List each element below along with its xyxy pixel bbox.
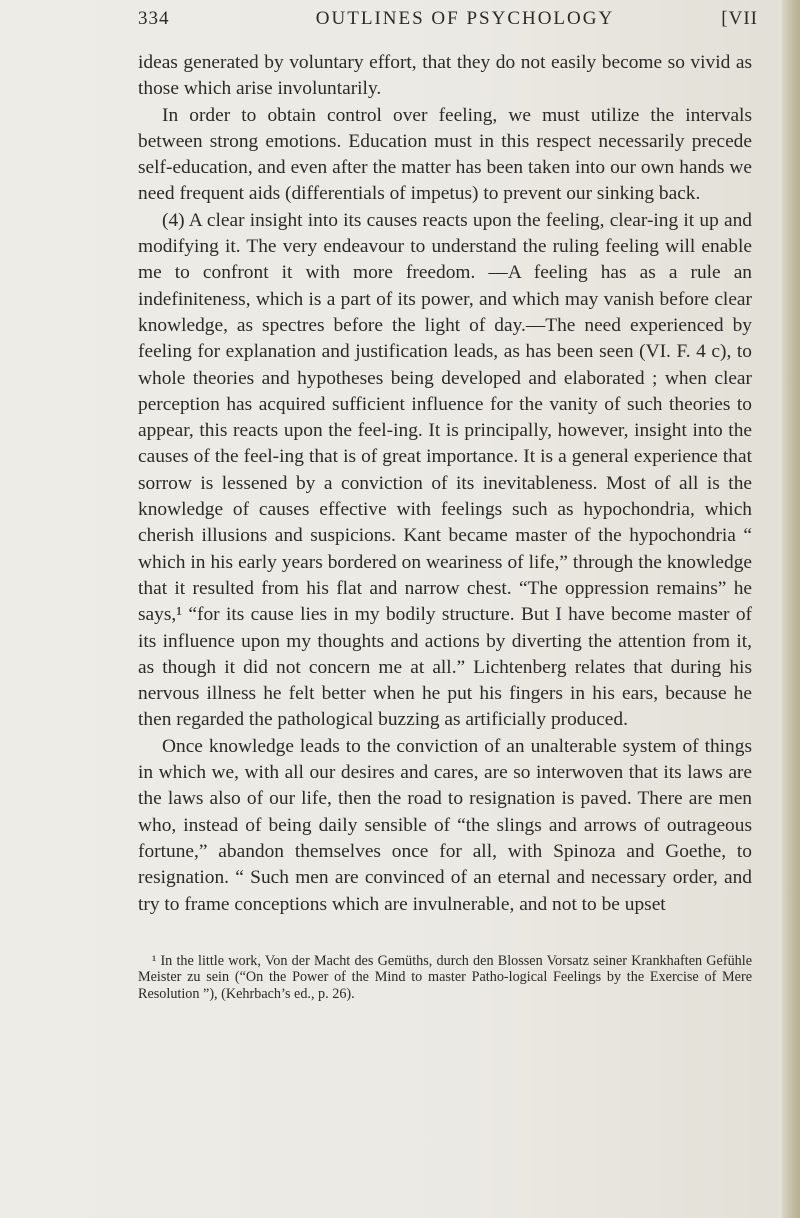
footnote: [138, 953, 752, 1002]
footnote-text: ¹ In the little work, Von der Macht des Gemüths, durch den Blossen Vorsatz seiner Krankhaften Gefühle Meister zu sein (“On the Power of the Mind to master Patho-logical Feelings by the Exercise of Mere Resolution ”), (Kehrbach’s ed., p. 26).: [138, 953, 752, 1002]
running-header: [138, 8, 758, 38]
paragraph-clear-insight: (4) A clear insight into its causes reacts upon the feeling, clear-ing it up and modifying it. The very endeavour to understand the ruling feeling will enable me to confront it with more freedom. —A feeling has as a rule an indefiniteness, which is a part of its power, and which may vanish before clear knowledge, as spectres before the light of day.—The need experienced by feeling for explanation and justification leads, as has been seen (VI. F. 4 c), to whole theories and hypotheses being developed and elaborated ; when clear perception has acquired sufficient influence for the vanity of such theories to appear, this reacts upon the feel-ing. It is principally, however, insight into the causes of the feel-ing that is of great importance. It is a general experience that sorrow is lessened by a conviction of its inevitableness. Most of all is the knowledge of causes effective with feelings such as hypochondria, which cherish illusions and suspicions. Kant became master of the hypochondria “ which in his early years bordered on weariness of life,” through the knowledge that it resulted from his flat and narrow chest. “The oppression remains” he says,¹ “for its cause lies in my bodily structure. But I have become master of its influence upon my thoughts and actions by diverting the attention from it, as though it did not concern me at all.” Lichtenberg relates that during his nervous illness he felt better when he put his fingers in his ears, because he then regarded the pathological buzzing as artificially produced.: [138, 209, 752, 731]
page-edge-shadow: [782, 0, 800, 1218]
body-text: [138, 50, 752, 918]
paragraph-resignation: Once knowledge leads to the conviction of an unalterable system of things in which we, with all our desires and cares, are so interwoven that its laws are the laws also of our life, then the road to resignation is paved. There are men who, instead of being daily sensible of “the slings and arrows of outrageous fortune,” abandon themselves once for all, with Spinoza and Goethe, to resignation. “ Such men are convinced of an eternal and necessary order, and try to frame conceptions which are invulnerable, and not to be upset: [138, 735, 752, 915]
paragraph-continuation: ideas generated by voluntary effort, that they do not easily become so vivid as those which arise involuntarily.: [138, 52, 752, 100]
page-number: 334: [138, 8, 170, 29]
running-title: OUTLINES OF PSYCHOLOGY: [315, 8, 615, 29]
paragraph-control-over-feeling: In order to obtain control over feeling, we must utilize the intervals between strong emotions. Education must in this respect necessarily precede self-education, and even after the matter has been taken into our own hands we need frequent aids (differentials of impetus) to prevent our sinking back.: [138, 104, 752, 205]
chapter-marker: [VII: [721, 8, 758, 29]
